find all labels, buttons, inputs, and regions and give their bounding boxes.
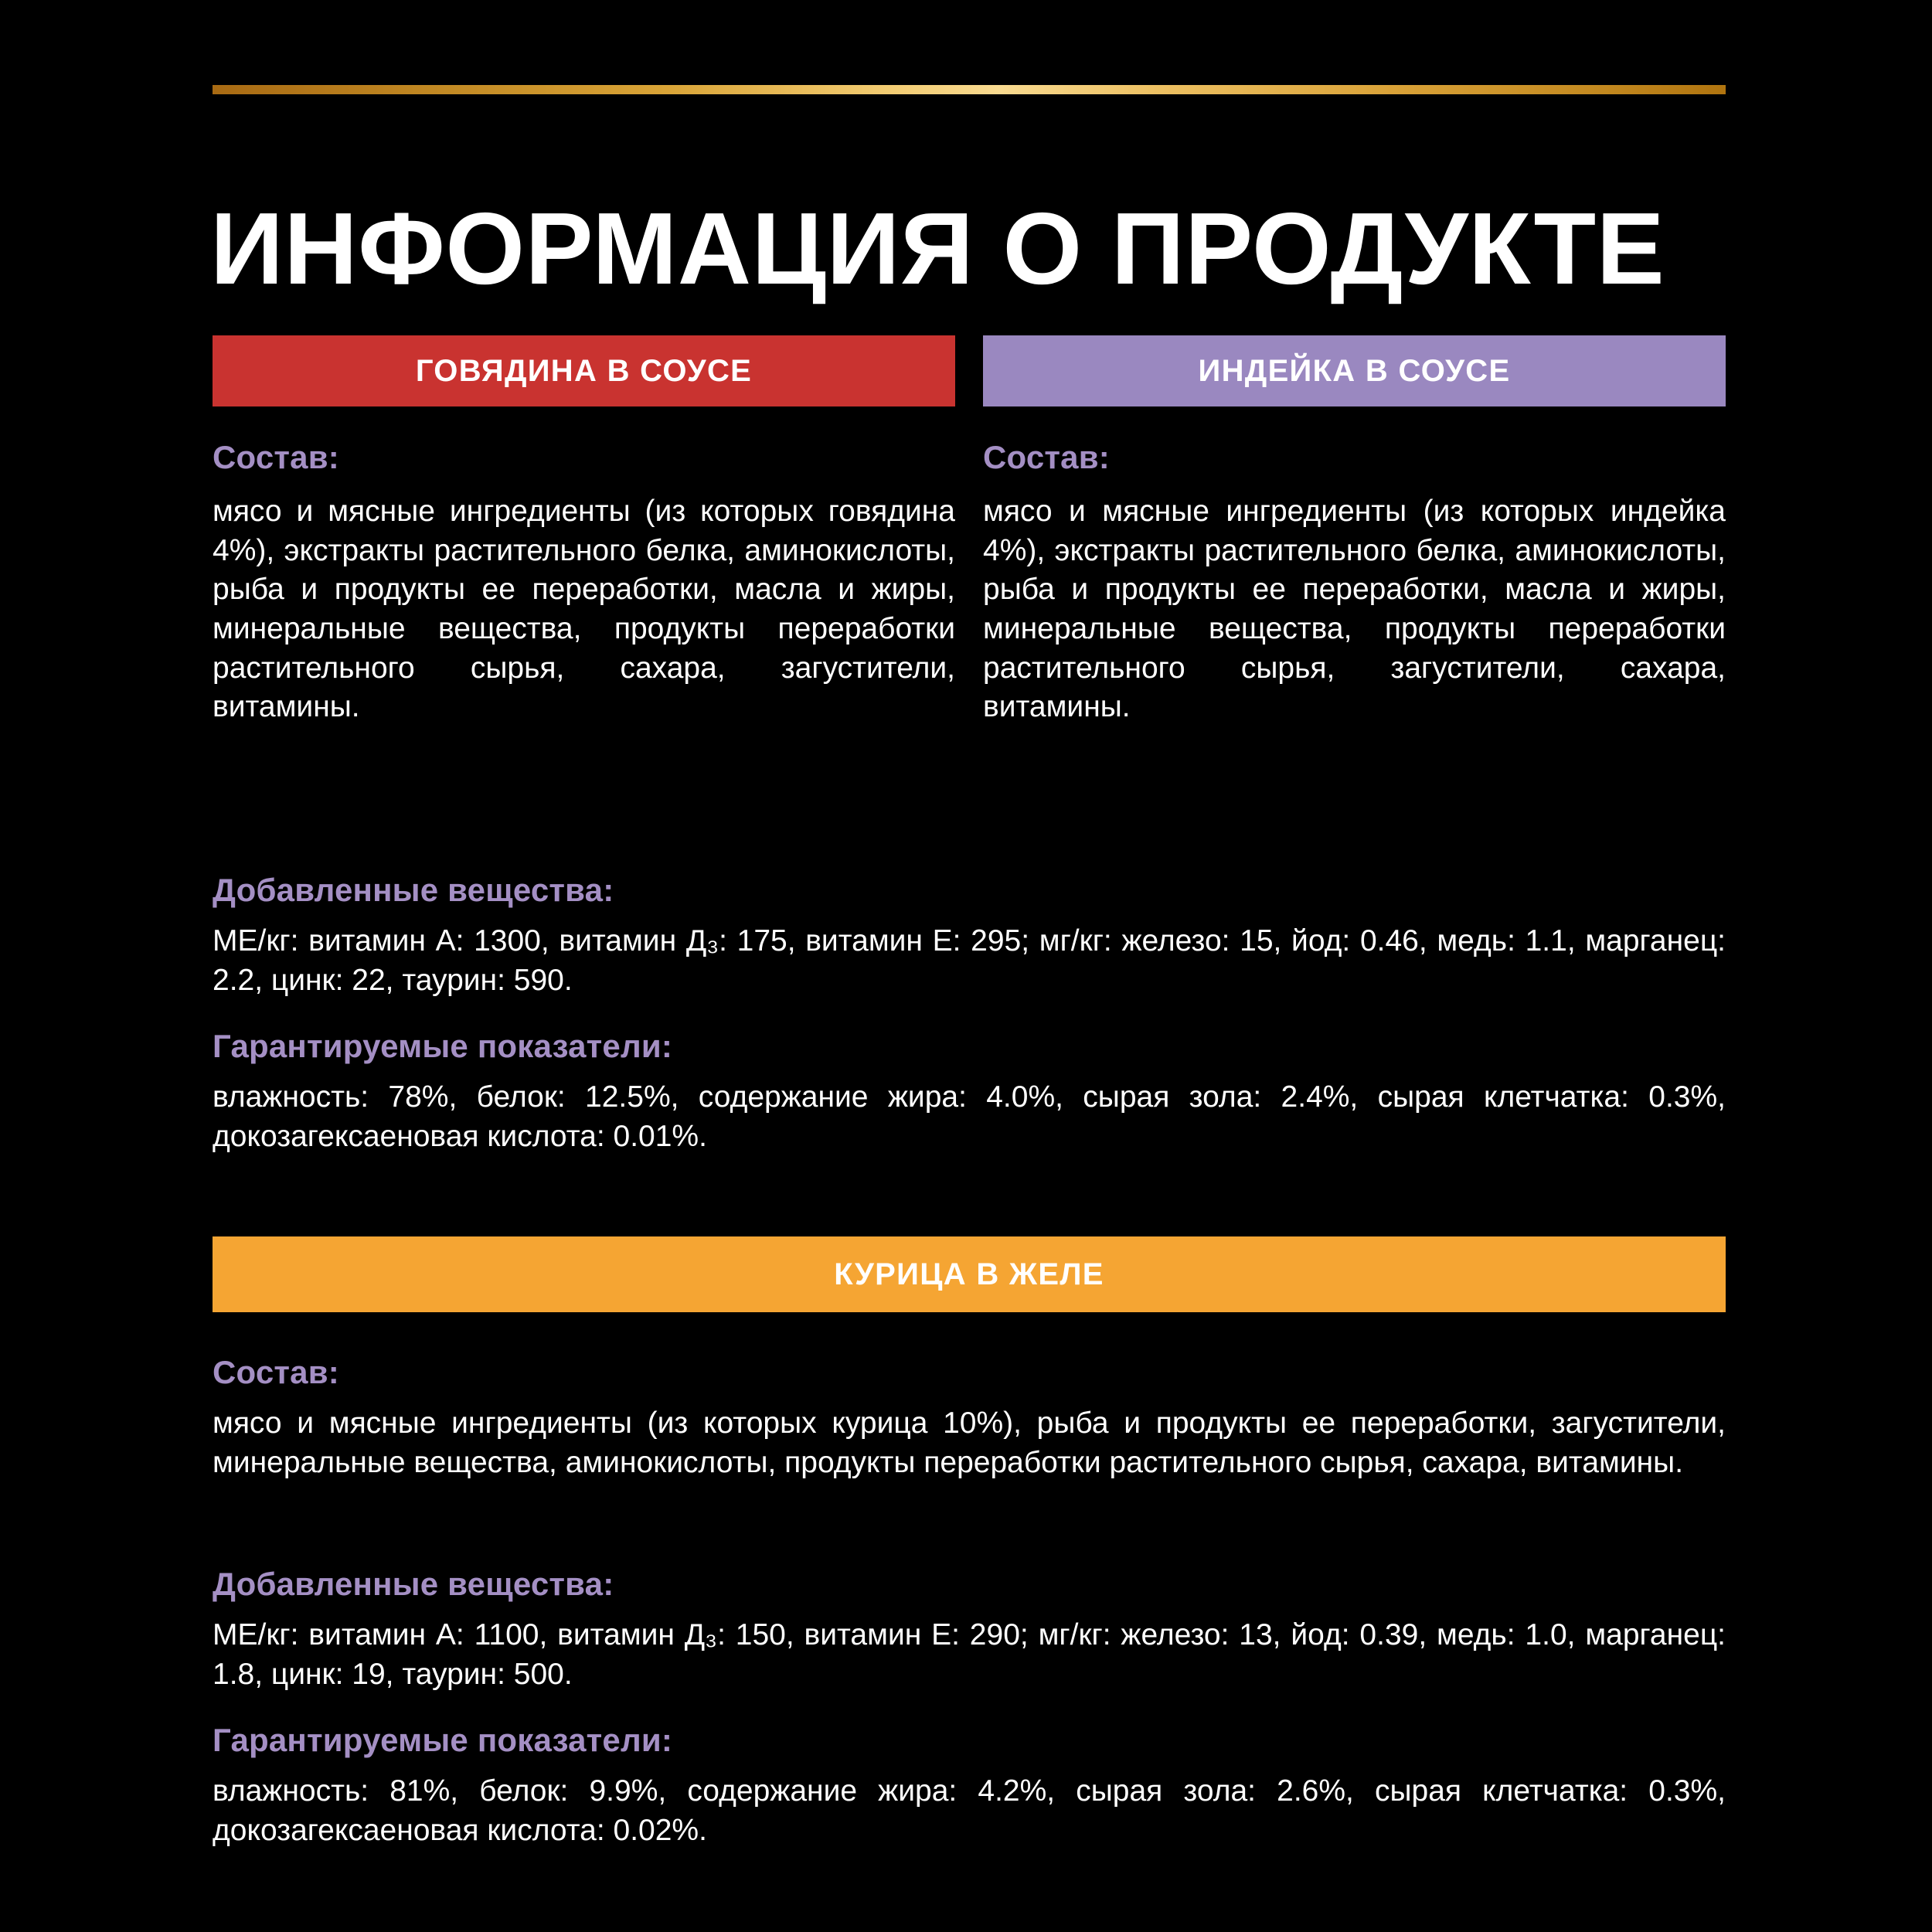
turkey-composition-column [983,439,1726,727]
sauce-guaranteed-indicators-heading: Гарантируемые показатели: [213,1028,673,1064]
chicken-added-substances-block [213,1566,1726,1694]
sauce-added-substances-heading: Добавленные вещества: [213,872,614,908]
chicken-guaranteed-indicators-text: влажность: 81%, белок: 9.9%, содержание жира: 4.2%, сырая зола: 2.6%, сырая клетчатка: 0.3%, докозагексаеновая кислота: 0.02%. [213,1774,1726,1847]
chicken-added-substances-heading: Добавленные вещества: [213,1566,614,1602]
tab-beef-in-sauce[interactable] [213,335,955,406]
chicken-composition-text: мясо и мясные ингредиенты (из которых курица 10%), рыба и продукты ее переработки, загустители, минеральные вещества, аминокислоты, продукты переработки растительного сырья, сахара, витамины. [213,1406,1726,1479]
tab-turkey-in-sauce[interactable] [983,335,1726,406]
sauce-guaranteed-indicators-block [213,1028,1726,1156]
tab-chicken-label: КУРИЦА В ЖЕЛЕ [834,1257,1104,1291]
sauce-guaranteed-indicators-text: влажность: 78%, белок: 12.5%, содержание жира: 4.0%, сырая зола: 2.4%, сырая клетчатка: 0.3%, докозагексаеновая кислота: 0.01%. [213,1080,1726,1153]
tab-beef-label: ГОВЯДИНА В СОУСЕ [415,354,753,388]
chicken-composition-block [213,1354,1726,1482]
page-title: ИНФОРМАЦИЯ О ПРОДУКТЕ [210,192,1665,306]
chicken-guaranteed-indicators-heading: Гарантируемые показатели: [213,1722,673,1758]
sauce-added-substances-text: МЕ/кг: витамин А: 1300, витамин Д₃: 175, витамин Е: 295; мг/кг: железо: 15, йод: 0.46, медь: 1.1, марганец: 2.2, цинк: 22, таурин: 590. [213,924,1726,997]
turkey-composition-heading: Состав: [983,439,1110,475]
beef-composition-text: мясо и мясные ингредиенты (из которых говядина 4%), экстракты растительного белка, аминокислоты, рыба и продукты ее переработки, масла и жиры, минеральные вещества, продукты переработки растительного сырья, сахара, загустители, витамины. [213,495,955,724]
tab-chicken-in-jelly[interactable] [213,1236,1726,1312]
gold-divider-rule [213,85,1726,94]
chicken-added-substances-text: МЕ/кг: витамин А: 1100, витамин Д₃: 150, витамин Е: 290; мг/кг: железо: 13, йод: 0.39, медь: 1.0, марганец: 1.8, цинк: 19, таурин: 500. [213,1618,1726,1691]
chicken-guaranteed-indicators-block [213,1722,1726,1850]
beef-composition-heading: Состав: [213,439,339,475]
sauce-added-substances-block [213,872,1726,1000]
turkey-composition-text: мясо и мясные ингредиенты (из которых индейка 4%), экстракты растительного белка, аминокислоты, рыба и продукты ее переработки, масла и жиры, минеральные вещества, продукты переработки растительного сырья, загустители, сахара, витамины. [983,495,1726,724]
beef-composition-column [213,439,955,727]
tab-turkey-label: ИНДЕЙКА В СОУСЕ [1198,354,1511,388]
chicken-composition-heading: Состав: [213,1354,339,1390]
